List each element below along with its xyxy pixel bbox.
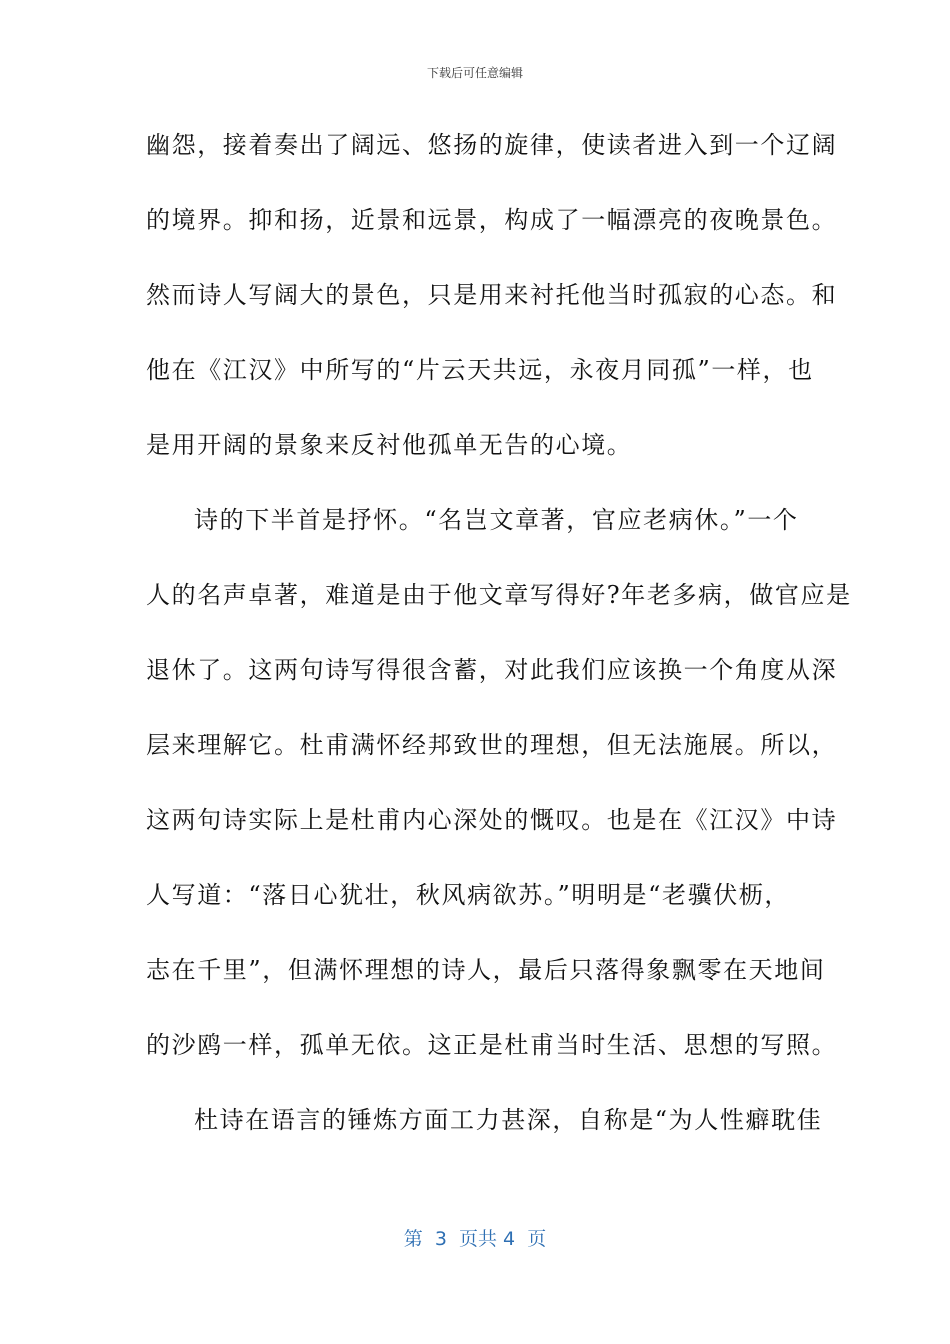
text-line: 人写道：“落日心犹壮，秋风病欲苏。”明明是“老骥伏枥， <box>146 881 791 909</box>
text-line: 这两句诗实际上是杜甫内心深处的慨叹。也是在《江汉》中诗 <box>146 806 838 834</box>
text-line: 幽怨，接着奏出了阔远、悠扬的旋律，使读者进入到一个辽阔 <box>146 131 838 159</box>
paragraph-start-line: 诗的下半首是抒怀。“名岂文章著，官应老病休。”一个 <box>194 506 799 534</box>
text-line: 退休了。这两句诗写得很含蓄，对此我们应该换一个角度从深 <box>146 656 838 684</box>
text-line: 的沙鸥一样，孤单无依。这正是杜甫当时生活、思想的写照。 <box>146 1031 838 1059</box>
text-line: 层来理解它。杜甫满怀经邦致世的理想，但无法施展。所以， <box>146 731 838 759</box>
paragraph-start-line: 杜诗在语言的锤炼方面工力甚深，自称是“为人性癖耽佳 <box>194 1106 823 1134</box>
text-line: 志在千里”，但满怀理想的诗人，最后只落得象飘零在天地间 <box>146 956 826 984</box>
page-header: 下载后可任意编辑 <box>426 66 523 80</box>
text-line: 他在《江汉》中所写的“片云天共远，永夜月同孤”一样，也 <box>146 356 814 384</box>
text-line: 人的名声卓著，难道是由于他文章写得好?年老多病，做官应是 <box>146 581 852 609</box>
text-line: 的境界。抑和扬，近景和远景，构成了一幅漂亮的夜晚景色。 <box>146 206 838 234</box>
page-number-footer: 第 3 页共 4 页 <box>403 1228 547 1250</box>
text-line: 是用开阔的景象来反衬他孤单无告的心境。 <box>146 431 633 459</box>
text-line: 然而诗人写阔大的景色，只是用来衬托他当时孤寂的心态。和 <box>146 281 838 309</box>
